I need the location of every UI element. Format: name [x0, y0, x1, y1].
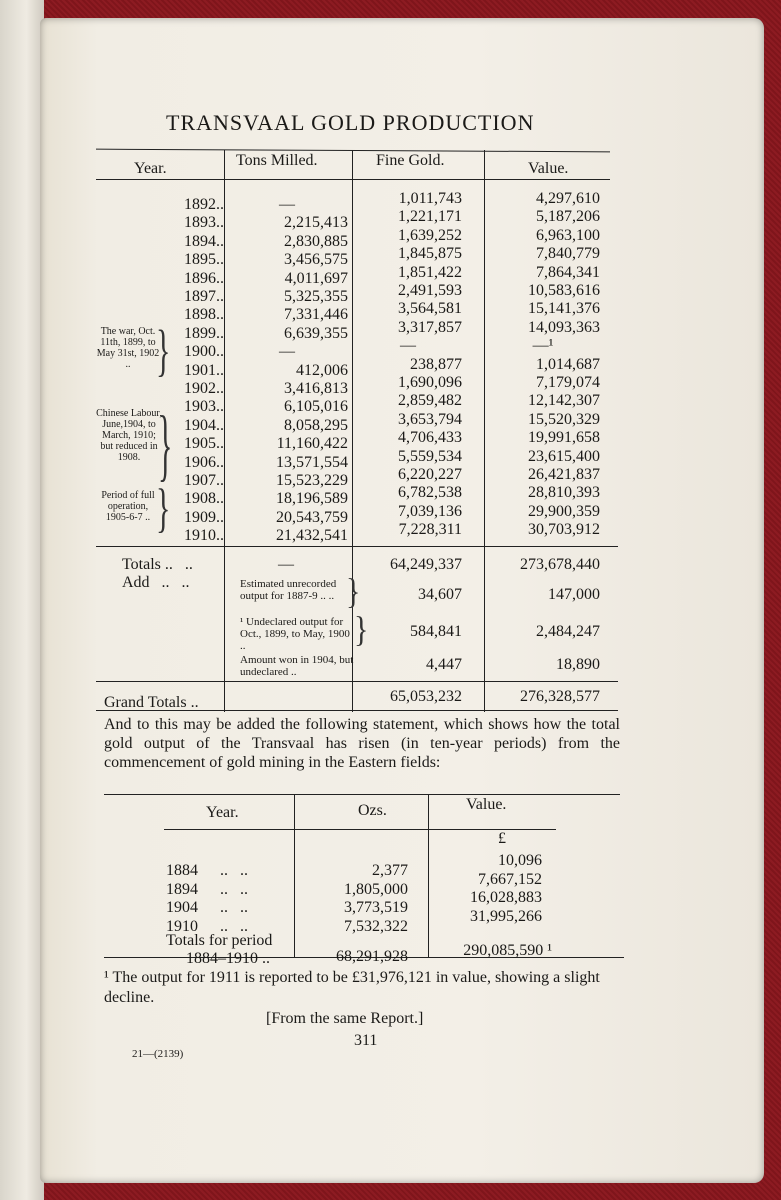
t2-row-dots: .. ..: [220, 862, 248, 879]
row-value: 4,297,610: [536, 190, 600, 207]
row-year: 1894..: [184, 232, 224, 250]
row-year: 1895..: [184, 251, 224, 269]
row-tons-milled: 3,456,575: [284, 251, 348, 269]
t2-row-dots: .. ..: [220, 917, 248, 935]
table2-totals-ozs: 68,291,928: [336, 948, 408, 965]
row-tons-milled: 11,160,422: [276, 435, 348, 453]
t2-row-value: 7,667,152: [478, 870, 542, 888]
row-fine-gold: 7,228,311: [398, 521, 462, 539]
side-note-war: The war, Oct. 11th, 1899, to May 31st, 1902 ..: [96, 326, 160, 370]
row-year: 1893..: [184, 214, 224, 232]
intro-paragraph: And to this may be added the following statement, which shows how the total gold output of the Transvaal has risen (in ten-year periods) from the commencement of gold mining in the Eastern fields:: [104, 716, 620, 771]
page-title: TRANSVAAL GOLD PRODUCTION: [166, 110, 535, 135]
row-tons-milled: 2,830,885: [284, 232, 348, 250]
signature-mark: 21—(2139): [132, 1048, 184, 1060]
table1-grand-rule: [96, 681, 618, 682]
row-tons-milled: 3,416,813: [284, 380, 348, 397]
row-year: 1901..: [184, 361, 224, 379]
t2-row-value: 10,096: [498, 852, 542, 869]
row-tons-milled: 4,011,697: [284, 269, 348, 287]
row-year: 1900..: [184, 343, 224, 361]
row-value: 14,093,363: [528, 318, 600, 336]
row-fine-gold: 1,845,875: [398, 245, 462, 263]
row-value: 10,583,616: [528, 282, 600, 299]
row-year: 1903..: [184, 398, 224, 416]
t2-row-year: 1894: [166, 880, 198, 898]
row-value: 7,179,074: [536, 374, 600, 391]
row-tons-milled: 6,105,016: [284, 398, 348, 416]
row-value: 7,840,779: [536, 245, 600, 263]
row-value: 29,900,359: [528, 502, 600, 520]
add-unrecorded-gold: 34,607: [418, 586, 462, 603]
row-year: 1905..: [184, 435, 224, 453]
add-undeclared-desc: ¹ Undeclared output for Oct., 1899, to May, 1900 ..: [240, 616, 350, 652]
row-fine-gold: 7,039,136: [398, 502, 462, 520]
table1-header-rule: [96, 179, 610, 180]
row-year: 1908..: [184, 490, 224, 508]
table1-top-rule: [96, 149, 610, 153]
row-value: 19,991,658: [528, 429, 600, 447]
add-unrecorded-value: 147,000: [548, 586, 600, 603]
table1-header-year: Year.: [134, 160, 167, 177]
t2-row-ozs: 2,377: [372, 862, 408, 879]
full-operation-brace: }: [156, 479, 171, 539]
footnote: ¹ The output for 1911 is reported to be £31,976,121 in value, showing a slight decline.: [104, 969, 600, 1006]
facing-page-edge: [0, 0, 44, 1200]
table2-totals-label-2: 1884–1910 ..: [186, 950, 270, 967]
t2-row-year: 1884: [166, 862, 198, 879]
table1-col-rule-1: [224, 150, 225, 712]
t2-row-ozs: 1,805,000: [344, 880, 408, 898]
side-note-chinese: Chinese Labour, June,1904, to March, 1910; but reduced in 1908.: [96, 408, 162, 463]
row-year: 1909..: [184, 508, 224, 526]
row-year: 1902..: [184, 380, 224, 397]
side-note-full-operation: Period of full operation, 1905-6-7 ..: [101, 490, 155, 523]
row-year: 1892..: [184, 196, 224, 213]
row-year: 1904..: [184, 416, 224, 434]
add-label: Add .. ..: [122, 574, 190, 591]
row-year: 1896..: [184, 269, 224, 287]
row-fine-gold: 3,564,581: [398, 300, 462, 318]
t2-row-year: 1904: [166, 899, 198, 916]
totals-value: 273,678,440: [520, 556, 600, 573]
row-value: 7,864,341: [536, 263, 600, 281]
table2-col-rule-2: [428, 794, 429, 957]
row-fine-gold: 2,859,482: [398, 392, 462, 410]
chinese-brace: }: [158, 400, 173, 490]
add-1904-value: 18,890: [556, 656, 600, 673]
row-fine-gold: 1,221,171: [398, 208, 462, 226]
row-tons-milled: 15,523,229: [276, 472, 348, 489]
row-value: 30,703,912: [528, 521, 600, 539]
row-fine-gold: 4,706,433: [398, 429, 462, 447]
table2-totals-value: 290,085,590 ¹: [463, 942, 552, 959]
t2-row-value: 31,995,266: [470, 907, 542, 925]
row-tons-milled: 13,571,554: [276, 453, 348, 471]
add-unrecorded-desc: Estimated unrecorded output for 1887-9 .. ..: [240, 578, 337, 602]
row-fine-gold: 5,559,534: [398, 447, 462, 465]
row-fine-gold: 3,653,794: [398, 410, 462, 428]
row-fine-gold: 238,877: [410, 355, 462, 373]
totals-label: Totals .. ..: [122, 556, 193, 573]
row-year: 1907..: [184, 472, 224, 489]
row-year: 1910..: [184, 527, 224, 545]
row-year: 1898..: [184, 306, 224, 324]
row-fine-gold: 1,690,096: [398, 374, 462, 391]
row-fine-gold: —: [400, 337, 416, 355]
grand-totals-value: 276,328,577: [520, 688, 600, 705]
table2-header-value: Value.: [466, 796, 507, 813]
row-tons-milled: 2,215,413: [284, 214, 348, 232]
t2-row-dots: .. ..: [220, 899, 248, 916]
add-undeclared-gold: 584,841: [410, 623, 462, 640]
table2-header-ozs: Ozs.: [358, 802, 387, 819]
row-fine-gold: 6,220,227: [398, 466, 462, 483]
source-note: [From the same Report.]: [266, 1010, 424, 1027]
table2-header-year: Year.: [206, 804, 239, 821]
row-year: 1899..: [184, 324, 224, 342]
table1-totals-rule: [96, 546, 618, 547]
row-value: 6,963,100: [536, 226, 600, 244]
t2-row-dots: .. ..: [220, 880, 248, 898]
row-tons-milled: —: [279, 343, 295, 361]
row-value: 23,615,400: [528, 447, 600, 465]
totals-tons: —: [278, 556, 294, 573]
table1-col-rule-3: [484, 150, 485, 712]
table1-header-value: Value.: [528, 160, 569, 177]
row-value: 28,810,393: [528, 484, 600, 502]
row-value: 12,142,307: [528, 392, 600, 410]
row-tons-milled: 7,331,446: [284, 306, 348, 324]
row-tons-milled: 20,543,759: [276, 508, 348, 526]
row-fine-gold: 1,851,422: [398, 263, 462, 281]
row-tons-milled: 412,006: [296, 361, 348, 379]
row-value: 5,187,206: [536, 208, 600, 226]
add-undeclared-brace: }: [354, 609, 369, 650]
row-tons-milled: 8,058,295: [284, 416, 348, 434]
row-tons-milled: 18,196,589: [276, 490, 348, 508]
grand-totals-gold: 65,053,232: [390, 688, 462, 705]
t2-row-ozs: 3,773,519: [344, 899, 408, 916]
t2-row-year: 1910: [166, 917, 198, 935]
row-tons-milled: 21,432,541: [276, 527, 348, 545]
table2-top-rule: [104, 794, 620, 795]
t2-row-ozs: 7,532,322: [344, 917, 408, 935]
row-fine-gold: 1,011,743: [398, 190, 462, 207]
table1-header-gold: Fine Gold.: [376, 152, 445, 169]
add-undeclared-value: 2,484,247: [536, 623, 600, 640]
row-value: 15,141,376: [528, 300, 600, 318]
row-year: 1897..: [184, 288, 224, 305]
row-fine-gold: 3,317,857: [398, 318, 462, 336]
add-1904-gold: 4,447: [426, 656, 462, 673]
row-fine-gold: 6,782,538: [398, 484, 462, 502]
row-fine-gold: 1,639,252: [398, 226, 462, 244]
add-unrecorded-brace: }: [346, 571, 361, 612]
table2-col-rule-1: [294, 794, 295, 957]
totals-gold: 64,249,337: [390, 556, 462, 573]
t2-row-value: 16,028,883: [470, 889, 542, 906]
row-tons-milled: 5,325,355: [284, 288, 348, 305]
row-tons-milled: 6,639,355: [284, 324, 348, 342]
grand-totals-label: Grand Totals ..: [104, 694, 199, 711]
add-1904-desc: Amount won in 1904, but undeclared ..: [240, 654, 354, 678]
row-value: 26,421,837: [528, 466, 600, 483]
row-value: —¹: [532, 337, 554, 355]
war-brace: }: [156, 320, 171, 383]
row-value: 1,014,687: [536, 355, 600, 373]
row-tons-milled: —: [279, 196, 295, 213]
table2-totals-label-1: Totals for period: [166, 932, 273, 949]
row-year: 1906..: [184, 453, 224, 471]
table2-currency-symbol: £: [498, 830, 506, 847]
page-number: 311: [354, 1032, 378, 1049]
book-page: [40, 18, 764, 1183]
row-value: 15,520,329: [528, 410, 600, 428]
table1-header-tons: Tons Milled.: [236, 152, 318, 169]
row-fine-gold: 2,491,593: [398, 282, 462, 299]
